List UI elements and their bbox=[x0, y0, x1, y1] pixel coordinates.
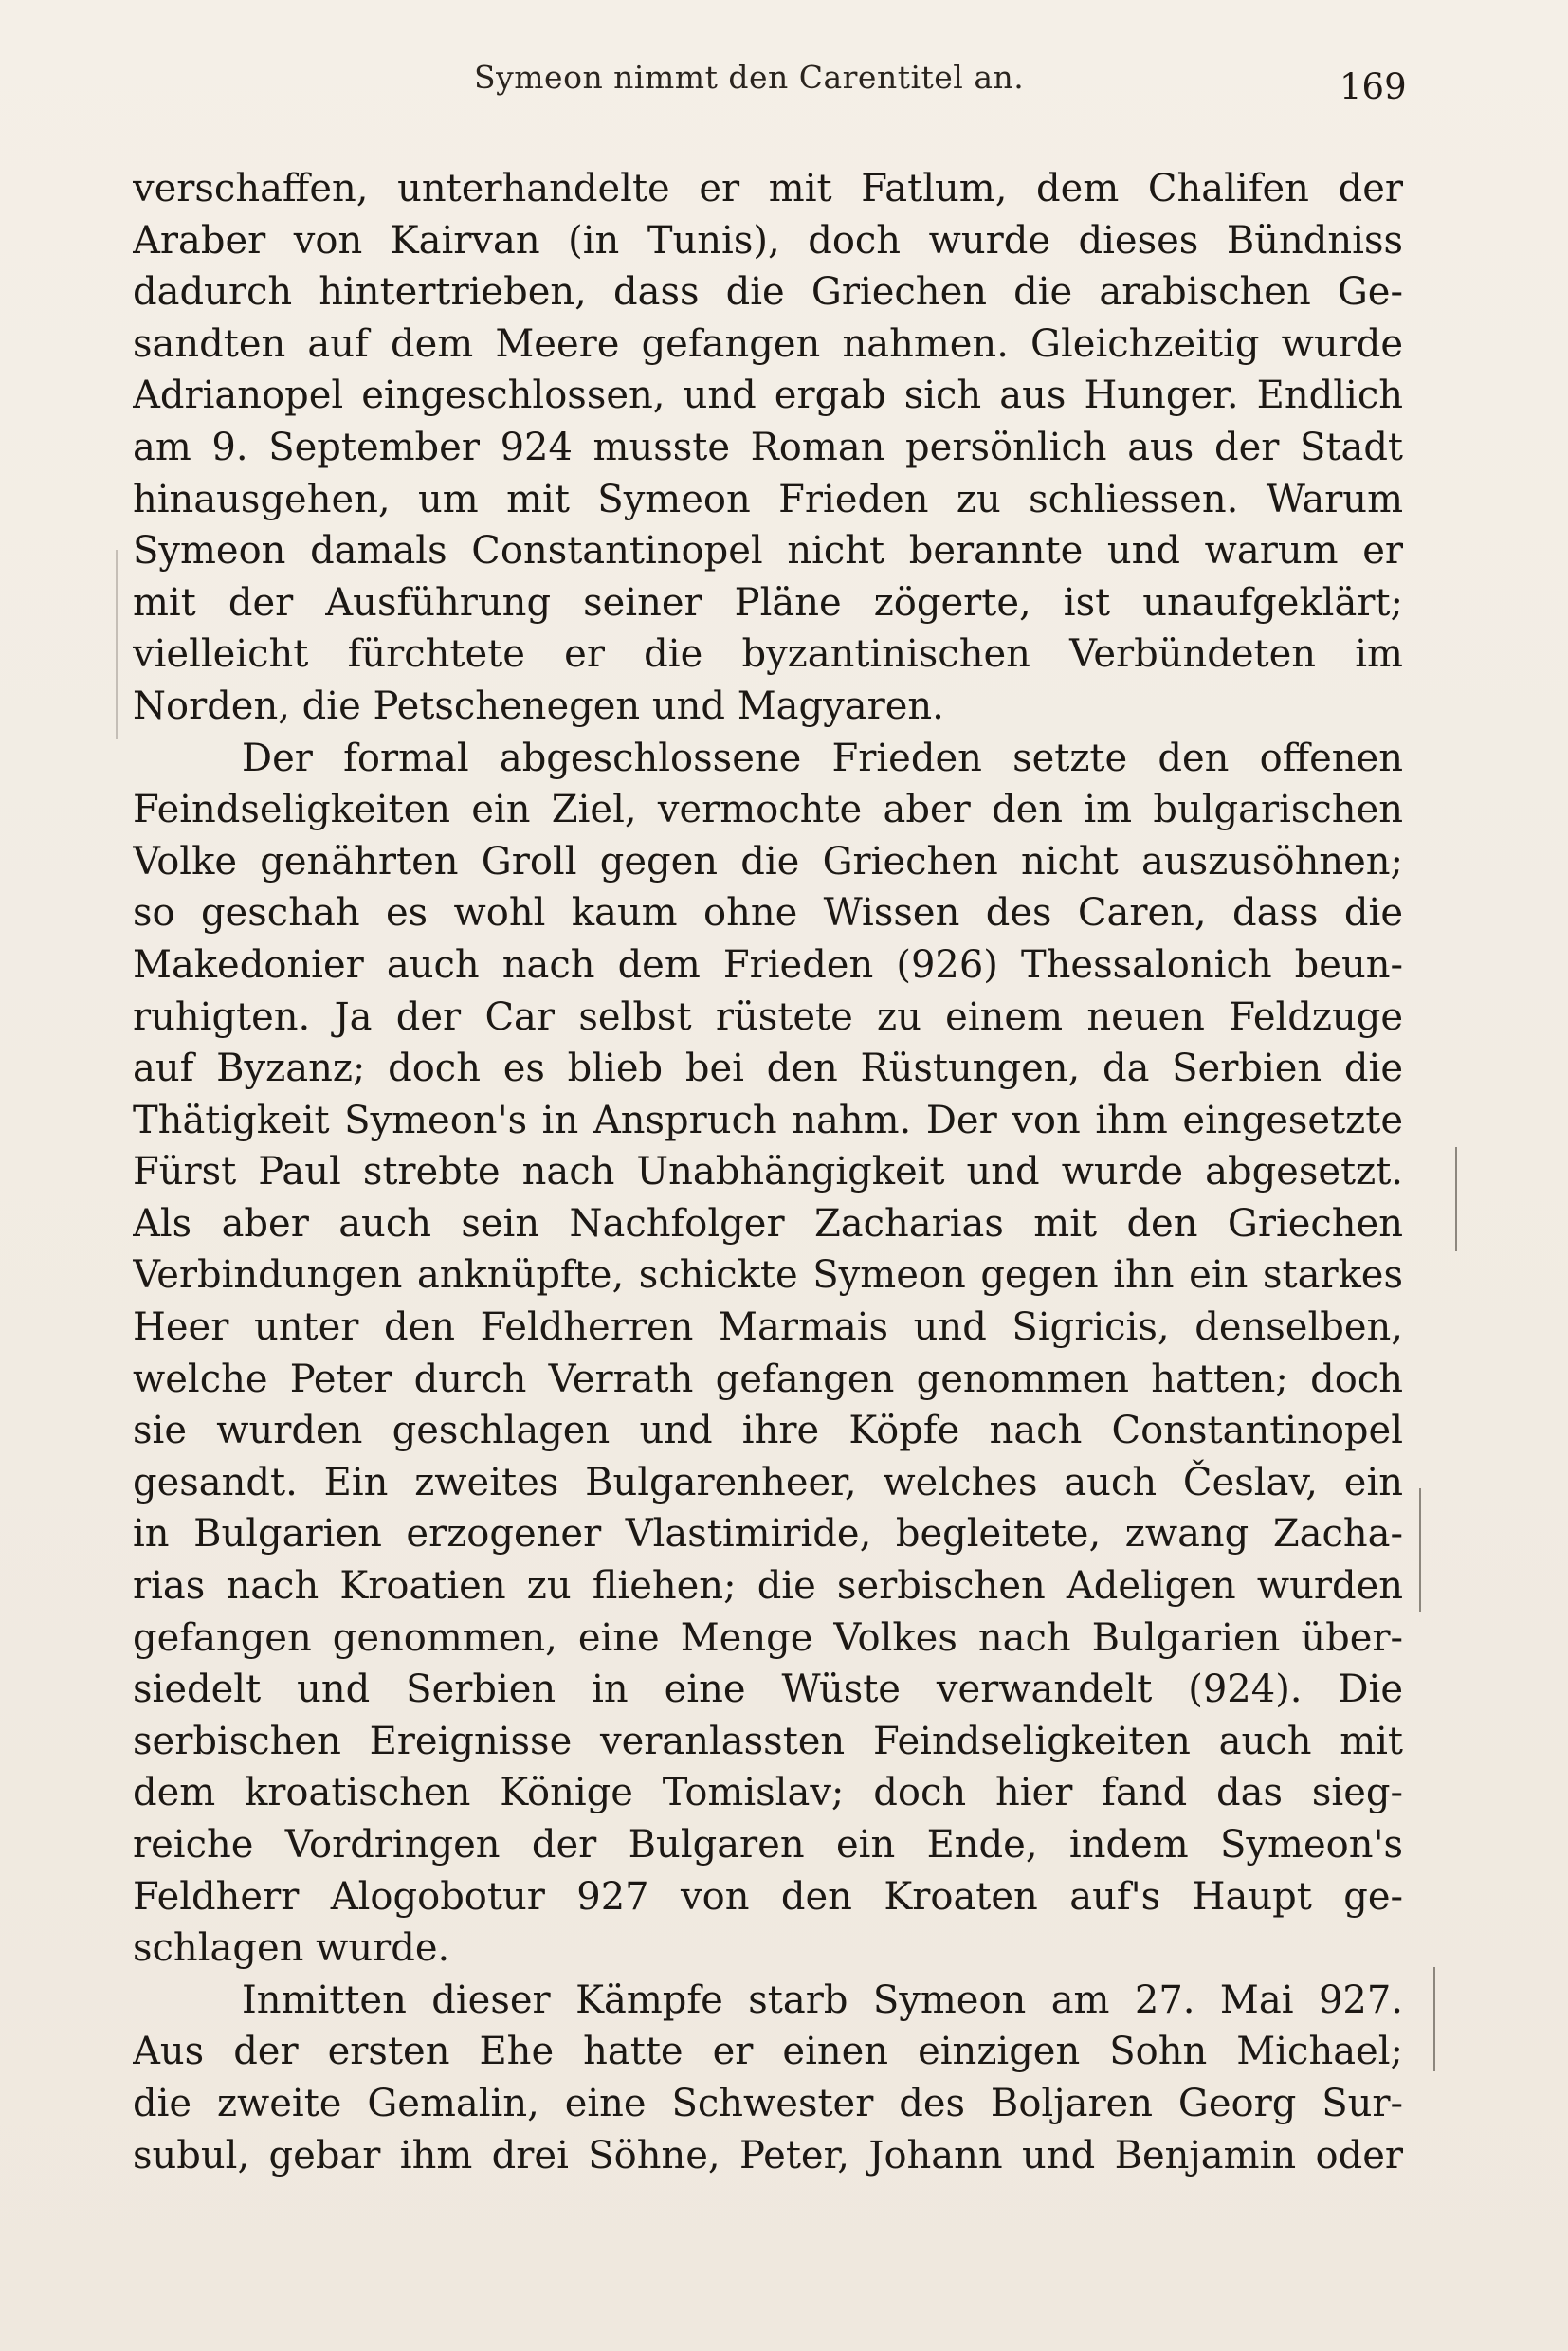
text-line: Verbindungen anknüpfte, schickte Symeon gegen ihn ein starkes bbox=[133, 1253, 1403, 1298]
text-line: Symeon damals Constantinopel nicht berannte und warum er bbox=[133, 529, 1403, 574]
text-line: Feldherr Alogobotur 927 von den Kroaten auf's Haupt ge- bbox=[133, 1874, 1403, 1919]
text-line: auf Byzanz; doch es blieb bei den Rüstungen, da Serbien die bbox=[133, 1047, 1403, 1091]
text-line: dem kroatischen Könige Tomislav; doch hier fand das sieg- bbox=[133, 1771, 1403, 1815]
text-line: Adrianopel eingeschlossen, und ergab sich aus Hunger. Endlich bbox=[133, 374, 1403, 418]
page-number: 169 bbox=[1340, 66, 1407, 107]
text-line: Thätigkeit Symeon's in Anspruch nahm. Der von ihm eingesetzte bbox=[133, 1098, 1403, 1142]
text-line: Fürst Paul strebte nach Unabhängigkeit und wurde abgesetzt. bbox=[133, 1150, 1403, 1194]
text-line: ruhigten. Ja der Car selbst rüstete zu einem neuen Feldzuge bbox=[133, 994, 1403, 1039]
text-line: rias nach Kroatien zu fliehen; die serbischen Adeligen wurden bbox=[133, 1564, 1403, 1609]
text-line: serbischen Ereignisse veranlassten Feindseligkeiten auch mit bbox=[133, 1719, 1403, 1763]
text-line: in Bulgarien erzogener Vlastimiride, begleitete, zwang Zacha- bbox=[133, 1512, 1403, 1557]
text-line: Volke genährten Groll gegen die Griechen nicht auszusöhnen; bbox=[133, 839, 1403, 884]
text-line: am 9. September 924 musste Roman persönlich aus der Stadt bbox=[133, 425, 1403, 469]
text-line: schlagen wurde. bbox=[133, 1926, 450, 1971]
text-line: sie wurden geschlagen und ihre Köpfe nach Constantinopel bbox=[133, 1409, 1403, 1453]
text-line: Feindseligkeiten ein Ziel, vermochte aber den im bulgarischen bbox=[133, 788, 1403, 832]
text-line: die zweite Gemalin, eine Schwester des Boljaren Georg Sur- bbox=[133, 2081, 1403, 2125]
text-line: hinausgehen, um mit Symeon Frieden zu schliessen. Warum bbox=[133, 477, 1403, 521]
text-line: gesandt. Ein zweites Bulgarenheer, welches auch Česlav, ein bbox=[133, 1460, 1403, 1504]
text-line: welche Peter durch Verrath gefangen genommen hatten; doch bbox=[133, 1357, 1403, 1401]
text-line: vielleicht fürchtete er die byzantinischen Verbündeten im bbox=[133, 632, 1403, 677]
text-line: Heer unter den Feldherren Marmais und Sigricis, denselben, bbox=[133, 1305, 1403, 1350]
text-line: Makedonier auch nach dem Frieden (926) Thessalonich beun- bbox=[133, 942, 1403, 987]
text-line: subul, gebar ihm drei Söhne, Peter, Johann und Benjamin oder bbox=[133, 2133, 1403, 2178]
text-line: Aus der ersten Ehe hatte er einen einzigen Sohn Michael; bbox=[133, 2030, 1403, 2074]
text-line: sandten auf dem Meere gefangen nahmen. Gleichzeitig wurde bbox=[133, 321, 1403, 366]
paragraph-start-line: Inmitten dieser Kämpfe starb Symeon am 27. Mai 927. bbox=[242, 1977, 1403, 2022]
pencil-margin-mark bbox=[1433, 1967, 1435, 2071]
text-line: Als aber auch sein Nachfolger Zacharias mit den Griechen bbox=[133, 1201, 1403, 1246]
pencil-margin-mark bbox=[1419, 1488, 1421, 1612]
text-line: reiche Vordringen der Bulgaren ein Ende, indem Symeon's bbox=[133, 1823, 1403, 1867]
text-line: verschaffen, unterhandelte er mit Fatlum, dem Chalifen der bbox=[133, 167, 1403, 210]
running-title: Symeon nimmt den Carentitel an. bbox=[474, 59, 1025, 96]
text-line: siedelt und Serbien in eine Wüste verwandelt (924). Die bbox=[133, 1668, 1403, 1712]
pencil-margin-mark bbox=[116, 550, 118, 739]
body-text bbox=[133, 163, 1403, 2181]
text-line: Araber von Kairvan (in Tunis), doch wurde dieses Bündniss bbox=[133, 218, 1403, 263]
text-line: mit der Ausführung seiner Pläne zögerte, ist unaufgeklärt; bbox=[133, 580, 1403, 625]
text-line: dadurch hintertrieben, dass die Griechen die arabischen Ge- bbox=[133, 270, 1403, 315]
text-line: so geschah es wohl kaum ohne Wissen des Caren, dass die bbox=[133, 891, 1403, 936]
text-line: gefangen genommen, eine Menge Volkes nach Bulgarien über- bbox=[133, 1615, 1403, 1660]
text-line: Norden, die Petschenegen und Magyaren. bbox=[133, 683, 944, 728]
paragraph-start-line: Der formal abgeschlossene Frieden setzte den offenen bbox=[242, 736, 1403, 780]
pencil-margin-mark bbox=[1455, 1147, 1457, 1251]
